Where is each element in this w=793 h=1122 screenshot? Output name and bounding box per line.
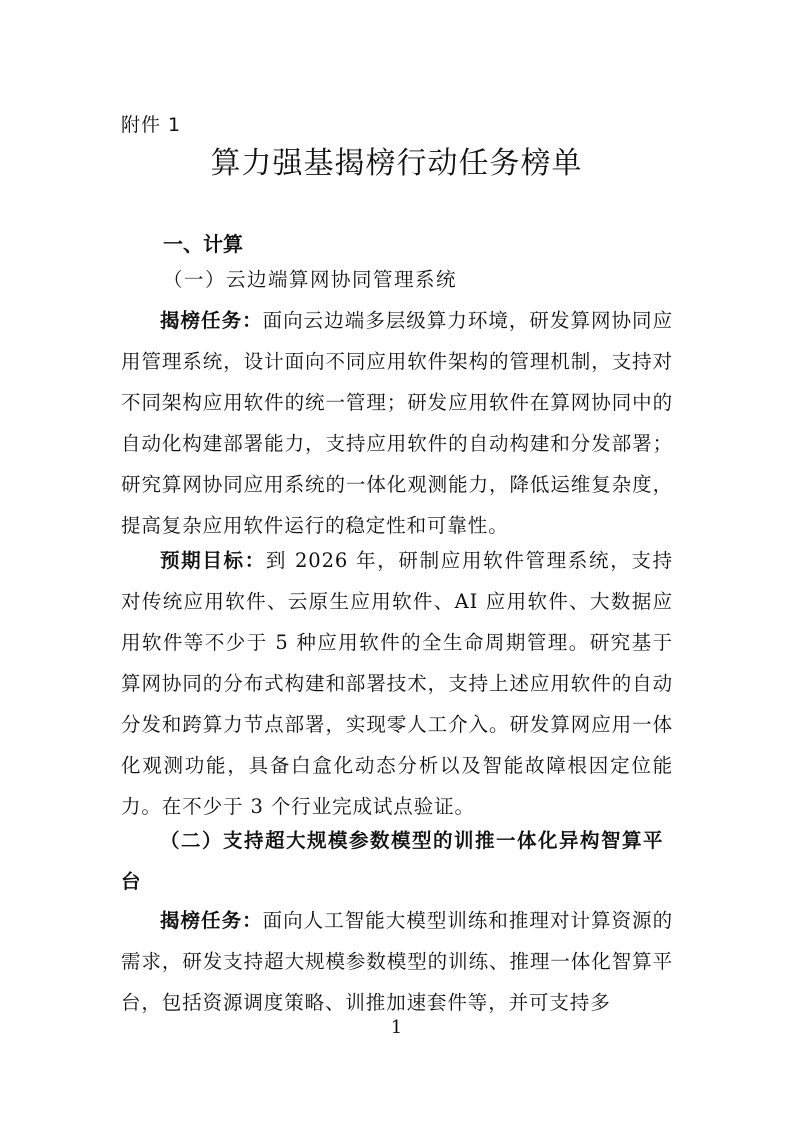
goal-paragraph-1 bbox=[121, 540, 673, 827]
subsection-heading-2: （二）支持超大规模参数模型的训推一体化异构智算平台 bbox=[121, 829, 665, 893]
document-title: 算力强基揭榜行动任务榜单 bbox=[210, 146, 583, 181]
task-text-2: 面向人工智能大模型训练和推理对计算资源的需求，研发支持超大规模参数模型的训练、推理一体化智算平台，包括资源调度策略、训推加速套件等，并可支持多 bbox=[121, 909, 673, 1014]
task-lead-1: 揭榜任务： bbox=[160, 309, 263, 332]
goal-text-1: 到 2026 年，研制应用软件管理系统，支持对传统应用软件、云原生应用软件、AI 应用软件、大数据应用软件等不少于 5 种应用软件的全生命周期管理。研究基于算网协同的分布式构建和部署技术，支持上述应用软件的自动分发和跨算力节点部署，实现零人工介入。研发算网应用一体化观测功能，具备白盒化动态分析以及智能故障根因定位能力。在不少于 3 个行业完成试点验证。 bbox=[121, 549, 673, 818]
attachment-label: 附件 1 bbox=[121, 114, 182, 136]
task-lead-2: 揭榜任务： bbox=[160, 909, 263, 932]
page-number: 1 bbox=[390, 1017, 403, 1038]
section-heading-computing: 一、计算 bbox=[163, 232, 243, 256]
subsection-heading-1: （一）云边端算网协同管理系统 bbox=[163, 268, 458, 291]
task-text-1: 面向云边端多层级算力环境，研发算网协同应用管理系统，设计面向不同应用软件架构的管理机制，支持对不同架构应用软件的统一管理；研发应用软件在算网协同中的自动化构建部署能力，支持应用软件的自动构建和分发部署；研究算网协同应用系统的一体化观测能力，降低运维复杂度，提高复杂应用软件运行的稳定性和可靠性。 bbox=[121, 309, 673, 537]
task-paragraph-2 bbox=[121, 900, 673, 1023]
goal-lead-1: 预期目标： bbox=[160, 549, 266, 572]
task-paragraph-1 bbox=[121, 300, 673, 546]
